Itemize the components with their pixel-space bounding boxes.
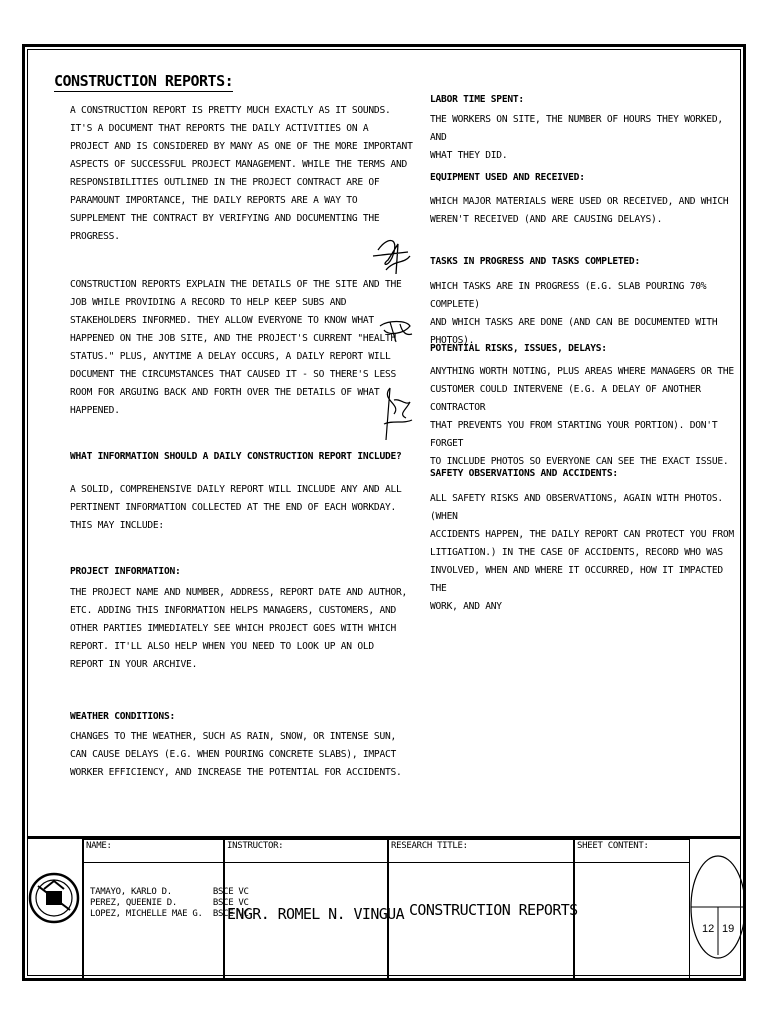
research-label-cell <box>388 839 574 863</box>
signature-icon <box>368 230 418 280</box>
sheet-total: 19 <box>722 923 735 935</box>
sheet-number-circle <box>690 855 746 959</box>
instructor-value-cell <box>224 863 405 980</box>
sheet-number: 12 <box>702 923 715 935</box>
sheet-inner-border <box>27 49 741 976</box>
school-seal-icon <box>28 853 80 943</box>
sheet-content-label: SHEET CONTENT: <box>577 841 649 851</box>
signature-icon <box>376 380 416 450</box>
tasks-heading: TASKS IN PROGRESS AND TASKS COMPLETED: <box>430 256 640 267</box>
title-block <box>28 836 740 975</box>
seal-cell <box>28 839 83 980</box>
signature-icon <box>376 312 416 348</box>
weather-body: CHANGES TO THE WEATHER, SUCH AS RAIN, SNOW, OR INTENSE SUN, CAN CAUSE DELAYS (E.G. WHEN POURING CONCRETE SLABS), IMPACT WORKER EFFICIENCY, AND INCREASE THE POTENTIAL FOR ACCIDENTS. <box>70 731 402 778</box>
research-value-cell <box>388 863 578 980</box>
weather-heading: WEATHER CONDITIONS: <box>70 711 175 722</box>
page-title: CONSTRUCTION REPORTS: <box>54 72 234 90</box>
equipment-heading: EQUIPMENT USED AND RECEIVED: <box>430 172 585 183</box>
drawing-sheet <box>22 44 746 981</box>
intro-paragraph-2: CONSTRUCTION REPORTS EXPLAIN THE DETAILS OF THE SITE AND THE JOB WHILE PROVIDING A RECORD TO HELP KEEP SUBS AND STAKEHOLDERS INFORMED. THEY ALLOW EVERYONE TO KNOW WHAT HAPPENED ON THE JOB SITE, AND THE PROJECT'S CURRENT "HEALTH STATUS." PLUS, ANYTIME A DELAY OCCURS, A DAILY REPORT WILL DOCUMENT THE CIRCUMSTANCES THAT CAUSED IT - SO THERE'S LESS ROOM FOR ARGUING BACK AND FORTH OVER THE DETAILS OF WHAT HAPPENED. <box>70 279 402 416</box>
tasks-body: WHICH TASKS ARE IN PROGRESS (E.G. SLAB POURING 70% COMPLETE) AND WHICH TASKS ARE DONE (AND CAN BE DOCUMENTED WITH PHOTOS). <box>430 281 718 346</box>
sheet-value-cell <box>574 863 690 980</box>
name-value-cell <box>83 863 249 980</box>
name-label: NAME: <box>86 841 112 851</box>
instructor-name: ENGR. ROMEL N. VINGUA <box>227 905 405 923</box>
safety-body: ALL SAFETY RISKS AND OBSERVATIONS, AGAIN WITH PHOTOS. (WHEN ACCIDENTS HAPPEN, THE DAILY REPORT CAN PROTECT YOU FROM LITIGATION.) IN THE CASE OF ACCIDENTS, RECORD WHO WAS INVOLVED, WHEN AND WHERE IT OCCURRED, HOW IT IMPACTED THE WORK, AND ANY <box>430 493 734 612</box>
question-heading: WHAT INFORMATION SHOULD A DAILY CONSTRUCTION REPORT INCLUDE? <box>70 451 402 462</box>
intro-paragraph-1: A CONSTRUCTION REPORT IS PRETTY MUCH EXACTLY AS IT SOUNDS. IT'S A DOCUMENT THAT REPORTS THE DAILY ACTIVITIES ON A PROJECT AND IS CONSIDERED BY MANY AS ONE OF THE MORE IMPORTANT ASPECTS OF SUCCESSFUL PROJECT MANAGEMENT. WHILE THE TERMS AND RESPONSIBILITIES OUTLINED IN THE PROJECT CONTRACT ARE OF PARAMOUNT IMPORTANCE, THE DAILY REPORTS ARE A WAY TO SUPPLEMENT THE CONTRACT BY VERIFYING AND DOCUMENTING THE PROGRESS. <box>70 105 413 242</box>
risks-body: ANYTHING WORTH NOTING, PLUS AREAS WHERE MANAGERS OR THE CUSTOMER COULD INTERVENE (E.G. A DELAY OF ANOTHER CONTRACTOR THAT PREVENTS YOU FROM STARTING YOUR PORTION). DON'T FORGET TO INCLUDE PHOTOS SO EVERYONE CAN SEE THE EXACT ISSUE. <box>430 366 734 467</box>
labor-body: THE WORKERS ON SITE, THE NUMBER OF HOURS THEY WORKED, AND WHAT THEY DID. <box>430 114 723 161</box>
safety-heading: SAFETY OBSERVATIONS AND ACCIDENTS: <box>430 468 618 479</box>
labor-heading: LABOR TIME SPENT: <box>430 94 524 105</box>
project-info-heading: PROJECT INFORMATION: <box>70 566 181 577</box>
student-names: TAMAYO, KARLO D. BSCE VC PEREZ, QUEENIE D. BSCE VC LOPEZ, MICHELLE MAE G. BSCE VC <box>90 887 249 919</box>
instructor-label: INSTRUCTOR: <box>227 841 284 851</box>
research-title: CONSTRUCTION REPORTS <box>409 901 578 919</box>
answer-paragraph: A SOLID, COMPREHENSIVE DAILY REPORT WILL INCLUDE ANY AND ALL PERTINENT INFORMATION COLLECTED AT THE END OF EACH WORKDAY. THIS MAY INCLUDE: <box>70 484 402 531</box>
instructor-label-cell <box>224 839 388 863</box>
risks-heading: POTENTIAL RISKS, ISSUES, DELAYS: <box>430 343 607 354</box>
project-info-body: THE PROJECT NAME AND NUMBER, ADDRESS, REPORT DATE AND AUTHOR, ETC. ADDING THIS INFORMATION HELPS MANAGERS, CUSTOMERS, AND OTHER PARTIES IMMEDIATELY SEE WHICH PROJECT GOES WITH WHICH REPORT. IT'LL ALSO HELP WHEN YOU NEED TO LOOK UP AN OLD REPORT IN YOUR ARCHIVE. <box>70 587 408 670</box>
research-label: RESEARCH TITLE: <box>391 841 468 851</box>
sheet-label-cell <box>574 839 690 863</box>
equipment-body: WHICH MAJOR MATERIALS WERE USED OR RECEIVED, AND WHICH WEREN'T RECEIVED (AND ARE CAUSING DELAYS). <box>430 196 729 225</box>
name-label-cell <box>83 839 224 863</box>
